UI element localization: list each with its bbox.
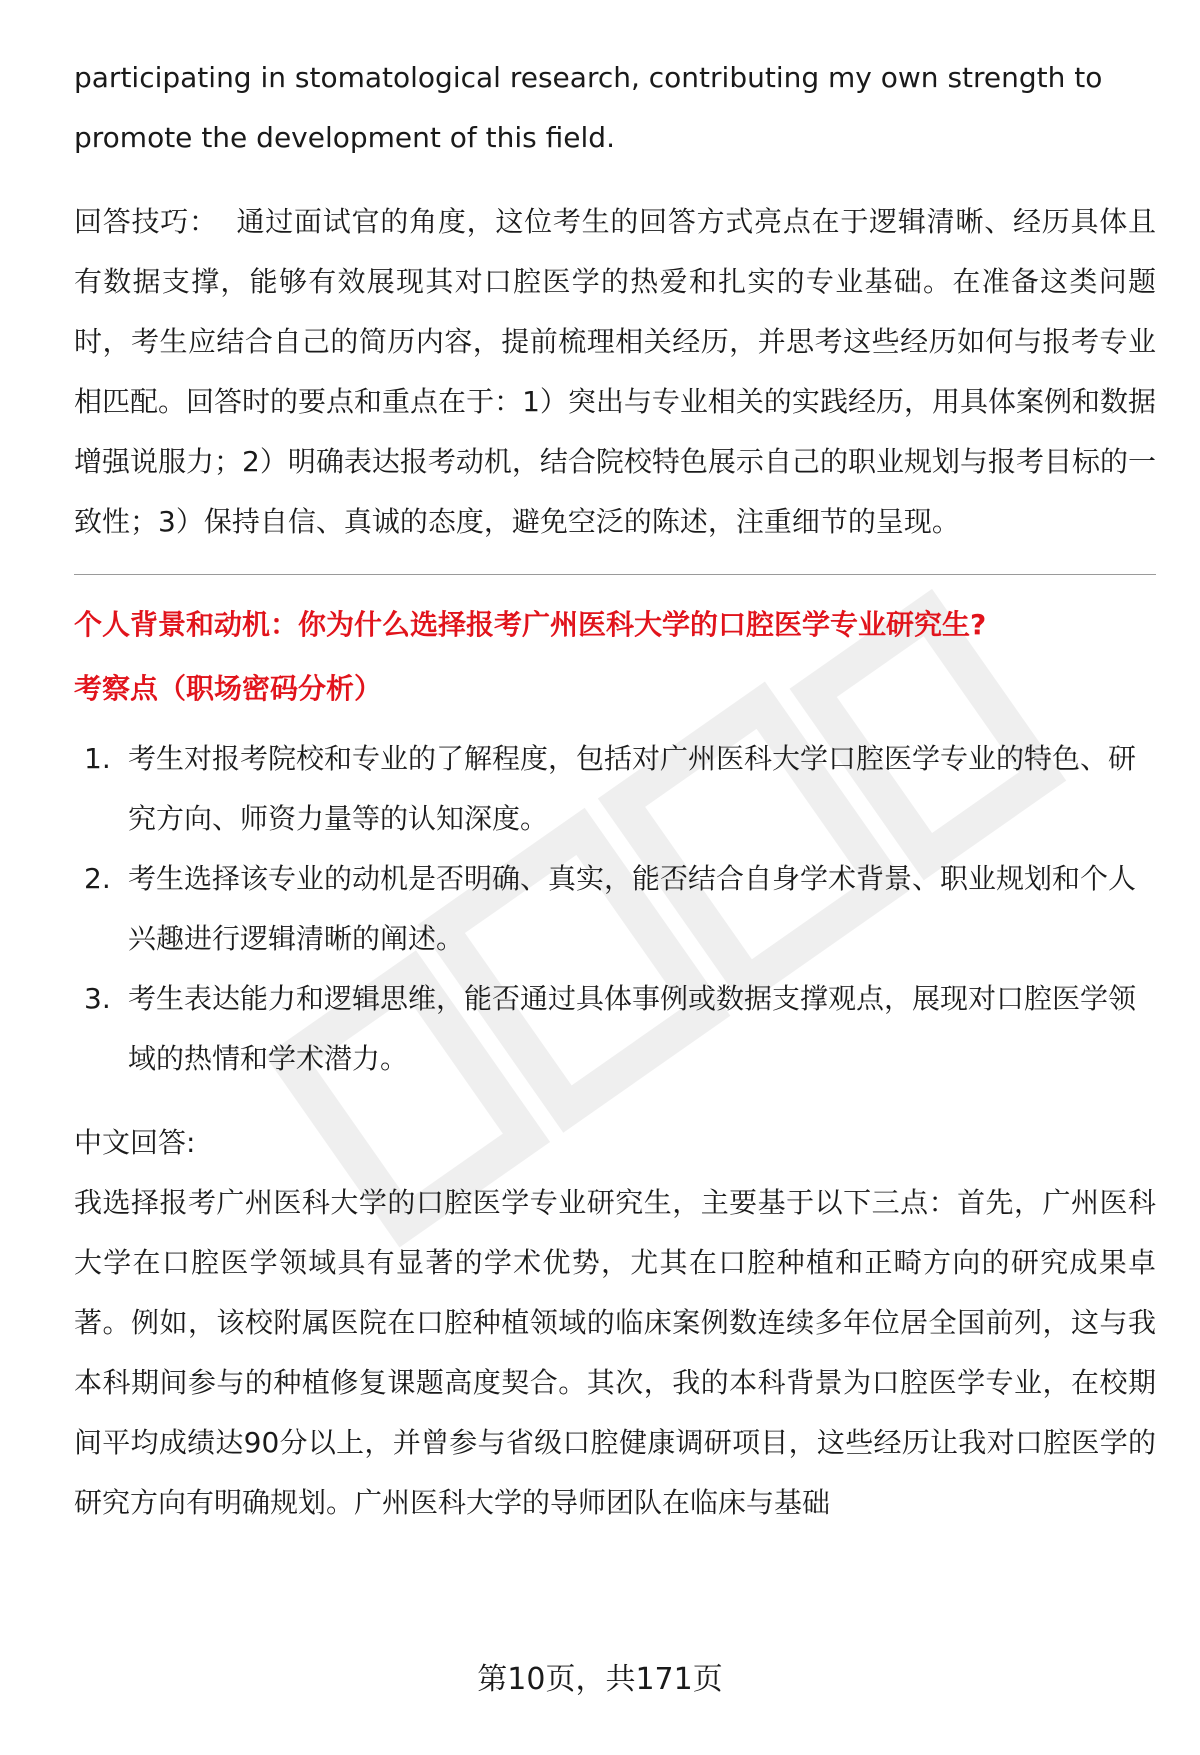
list-item-text: 考生表达能力和逻辑思维，能否通过具体事例或数据支撑观点，展现对口腔医学领域的热情和学术潜力。 xyxy=(128,982,1137,1075)
evaluation-points-list xyxy=(74,729,1156,1089)
list-item-number: 3. xyxy=(84,982,111,1015)
top-paragraph: participating in stomatological research, contributing my own strength to promote the development of this field. xyxy=(74,61,1103,154)
tips-text: 通过面试官的角度，这位考生的回答方式亮点在于逻辑清晰、经历具体且有数据支撑，能够有效展现其对口腔医学的热爱和扎实的专业基础。在准备这类问题时，考生应结合自己的简历内容，提前梳理相关经历，并思考这些经历如何与报考专业相匹配。回答时的要点和重点在于：1）突出与专业相关的实践经历，用具体案例和数据增强说服力；2）明确表达报考动机，结合院校特色展示自己的职业规划与报考目标的一致性；3）保持自信、真诚的态度，避免空泛的陈述，注重细节的呈现。 xyxy=(74,205,1156,538)
tips-label: 回答技巧： xyxy=(74,205,218,238)
list-item xyxy=(74,849,1156,969)
question-subtitle: 考察点（职场密码分析） xyxy=(74,672,383,705)
list-item xyxy=(74,729,1156,849)
section-divider xyxy=(74,574,1156,575)
list-item xyxy=(74,969,1156,1089)
question-title: 个人背景和动机：你为什么选择报考广州医科大学的口腔医学专业研究生? xyxy=(74,608,987,641)
answer-label: 中文回答: xyxy=(74,1126,196,1159)
page-footer: 第10页，共171页 xyxy=(477,1662,723,1697)
document-page xyxy=(74,48,1156,1533)
tips-paragraph xyxy=(74,192,1156,552)
list-item-number: 2. xyxy=(84,862,111,895)
answer-text: 我选择报考广州医科大学的口腔医学专业研究生，主要基于以下三点：首先，广州医科大学在口腔医学领域具有显著的学术优势，尤其在口腔种植和正畸方向的研究成果卓著。例如，该校附属医院在口腔种植领域的临床案例数连续多年位居全国前列，这与我本科期间参与的种植修复课题高度契合。其次，我的本科背景为口腔医学专业，在校期间平均成绩达90分以上，并曾参与省级口腔健康调研项目，这些经历让我对口腔医学的研究方向有明确规划。广州医科大学的导师团队在临床与基础 xyxy=(74,1186,1156,1519)
list-item-text: 考生对报考院校和专业的了解程度，包括对广州医科大学口腔医学专业的特色、研究方向、师资力量等的认知深度。 xyxy=(128,742,1137,835)
list-item-text: 考生选择该专业的动机是否明确、真实，能否结合自身学术背景、职业规划和个人兴趣进行逻辑清晰的阐述。 xyxy=(128,862,1137,955)
list-item-number: 1. xyxy=(84,742,111,775)
